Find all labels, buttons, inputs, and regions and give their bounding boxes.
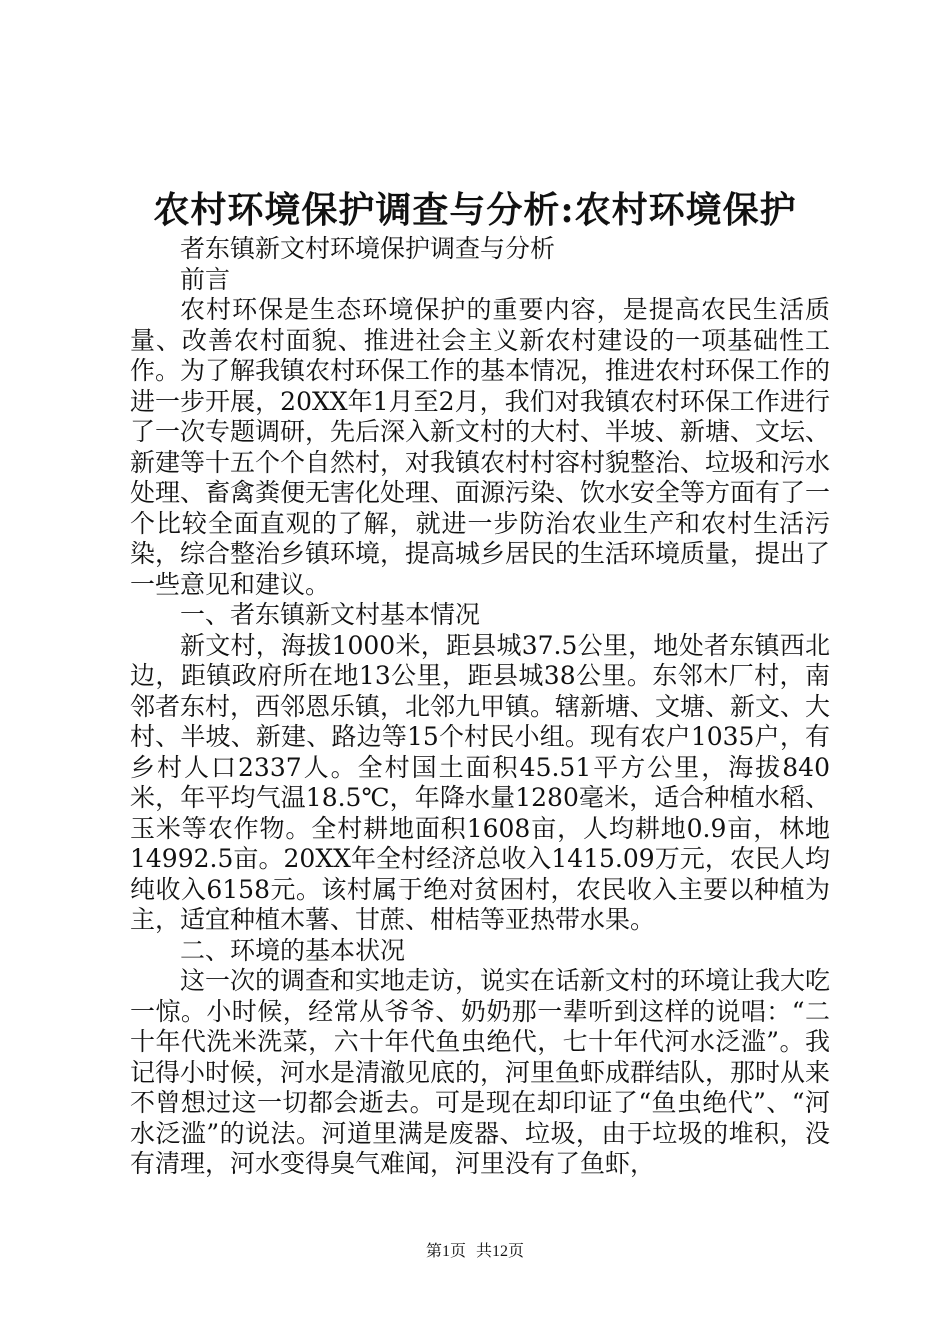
body-paragraph: 这一次的调查和实地走访，说实在话新文村的环境让我大吃一惊。小时候，经常从爷爷、奶奶那一辈听到这样的说唱：“二十年代洗米洗菜，六十年代鱼虫绝代，七十年代河水泛滥”。我记得小时候，河水是清澈见底的，河里鱼虾成群结队，那时从来不曾想过这一切都会逝去。可是现在却印证了“鱼虫绝代”、“河水泛滥”的说法。河道里满是废器、垃圾，由于垃圾的堆积，没有清理，河水变得臭气难闻，河里没有了鱼虾， xyxy=(130,966,831,1178)
section-heading-2: 二、环境的基本状况 xyxy=(180,935,406,965)
subtitle-paragraph: 者东镇新文村环境保护调查与分析 xyxy=(180,234,556,263)
section-heading-1: 一、者东镇新文村基本情况 xyxy=(180,600,481,629)
page-footer xyxy=(0,1241,950,1263)
body-paragraph: 新文村，海拔1000米，距县城37.5公里，地处者东镇西北边，距镇政府所在地13公里，距县城38公里。东邻木厂村，南邻者东村，西邻恩乐镇，北邻九甲镇。辖新塘、文塘、新文、大村、半坡、新建、路边等15个村民小组。现有农户1035户，有乡村人口2337人。全村国土面积45.51平方公里，海拔840米，年平均气温18.5℃，年降水量1280毫米，适合种植水稻、玉米等农作物。全村耕地面积1608亩，人均耕地0.9亩，林地14992.5亩。20XX年全村经济总收入1415.09万元，农民人均纯收入6158元。该村属于绝对贫困村，农民收入主要以种植为主，适宜种植木薯、甘蔗、柑桔等亚热带水果。 xyxy=(130,630,831,934)
document-title: 农村环境保护调查与分析:农村环境保护 xyxy=(153,189,797,231)
preface-heading: 前言 xyxy=(180,264,231,294)
document-body xyxy=(130,234,830,1180)
page-number: 第1页 xyxy=(425,1243,466,1260)
page-total: 共12页 xyxy=(476,1243,525,1260)
body-paragraph: 农村环保是生态环境保护的重要内容，是提高农民生活质量、改善农村面貌、推进社会主义新农村建设的一项基础性工作。为了解我镇农村环保工作的基本情况，推进农村环保工作的进一步开展，20XX年1月至2月，我们对我镇农村环保工作进行了一次专题调研，先后深入新文村的大村、半坡、新塘、文坛、新建等十五个个自然村，对我镇农村村容村貌整治、垃圾和污水处理、畜禽粪便无害化处理、面源污染、饮水安全等方面有了一个比较全面直观的了解，就进一步防治农业生产和农村生活污染，综合整治乡镇环境，提高城乡居民的生活环境质量，提出了一些意见和建议。 xyxy=(130,295,831,599)
